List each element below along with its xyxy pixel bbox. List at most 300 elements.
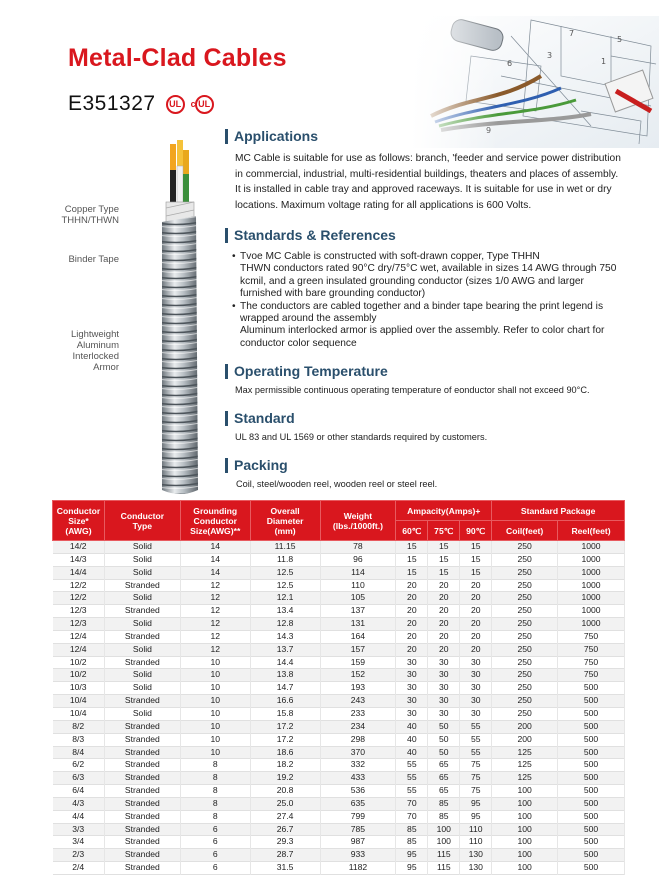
cell-reel: 1000 — [558, 592, 625, 605]
col-header-grounding — [180, 501, 250, 541]
cell-coil: 100 — [492, 862, 558, 875]
cell-coil: 250 — [492, 656, 558, 669]
cell-amp-90c: 55 — [460, 746, 492, 759]
cell-amp-75c: 65 — [428, 785, 460, 798]
label-line: Aluminum — [76, 340, 119, 351]
header-line: Size* — [68, 515, 89, 526]
table-row — [53, 823, 625, 836]
cell-size: 10/2 — [53, 656, 105, 669]
cell-grounding: 10 — [180, 695, 250, 708]
cell-amp-90c: 95 — [460, 797, 492, 810]
cell-amp-90c: 75 — [460, 785, 492, 798]
col-header-size — [53, 501, 105, 541]
cell-weight: 1182 — [320, 862, 396, 875]
cell-grounding: 10 — [180, 746, 250, 759]
cell-amp-90c: 20 — [460, 643, 492, 656]
cell-coil: 250 — [492, 541, 558, 554]
cell-type: Stranded — [104, 695, 180, 708]
heading-bar — [225, 364, 228, 379]
cell-amp-90c: 30 — [460, 695, 492, 708]
page-title: Metal-Clad Cables — [68, 44, 287, 72]
file-number: E351327 — [68, 92, 156, 115]
cell-amp-90c: 130 — [460, 849, 492, 862]
cell-diameter: 25.0 — [250, 797, 320, 810]
table-row — [53, 618, 625, 631]
cell-reel: 1000 — [558, 541, 625, 554]
cell-size: 12/4 — [53, 630, 105, 643]
cell-amp-75c: 30 — [428, 695, 460, 708]
text-line: The conductors are cabled together and a binder tape bearing the print legend is — [240, 300, 604, 312]
cell-size: 10/4 — [53, 707, 105, 720]
cell-amp-75c: 20 — [428, 630, 460, 643]
cell-size: 3/3 — [53, 823, 105, 836]
cell-size: 14/2 — [53, 541, 105, 554]
cell-amp-60c: 70 — [396, 810, 428, 823]
col-header-diameter — [250, 501, 320, 541]
table-row — [53, 746, 625, 759]
cell-type: Solid — [104, 643, 180, 656]
cell-grounding: 10 — [180, 720, 250, 733]
cell-type: Solid — [104, 618, 180, 631]
applications-heading — [225, 128, 318, 144]
cell-reel: 500 — [558, 810, 625, 823]
cell-weight: 987 — [320, 836, 396, 849]
cell-amp-60c: 20 — [396, 630, 428, 643]
packing-text: Coil, steel/wooden reel, wooden reel or steel reel. — [236, 479, 438, 489]
cell-coil: 250 — [492, 579, 558, 592]
cell-weight: 159 — [320, 656, 396, 669]
heading-text: Packing — [234, 457, 288, 473]
cell-diameter: 12.5 — [250, 579, 320, 592]
cell-type: Solid — [104, 682, 180, 695]
cell-coil: 250 — [492, 553, 558, 566]
heading-text: Applications — [234, 128, 319, 144]
cell-grounding: 8 — [180, 772, 250, 785]
cell-type: Stranded — [104, 836, 180, 849]
cell-coil: 250 — [492, 605, 558, 618]
text-line: THWN conductors rated 90°C dry/75°C wet, available in sizes 14 AWG through 750 — [240, 263, 617, 275]
cell-type: Stranded — [104, 862, 180, 875]
cell-diameter: 27.4 — [250, 810, 320, 823]
cell-amp-90c: 30 — [460, 682, 492, 695]
table-row — [53, 592, 625, 605]
cell-reel: 500 — [558, 785, 625, 798]
operating-temperature-text: Max permissible continuous operating temperature of eonductor shall not exceed 90°C. — [235, 385, 590, 395]
cell-size: 14/3 — [53, 553, 105, 566]
cell-size: 12/3 — [53, 618, 105, 631]
cell-reel: 500 — [558, 797, 625, 810]
cell-amp-60c: 30 — [396, 682, 428, 695]
cell-coil: 100 — [492, 810, 558, 823]
cell-amp-60c: 95 — [396, 862, 428, 875]
label-binder-tape — [68, 254, 119, 265]
cell-weight: 799 — [320, 810, 396, 823]
cell-diameter: 12.5 — [250, 566, 320, 579]
cell-amp-75c: 20 — [428, 579, 460, 592]
table-row — [53, 669, 625, 682]
heading-text: Standards & References — [234, 227, 396, 243]
cell-amp-60c: 95 — [396, 849, 428, 862]
cell-amp-60c: 15 — [396, 553, 428, 566]
heading-bar — [225, 411, 228, 426]
cell-type: Solid — [104, 592, 180, 605]
cell-weight: 370 — [320, 746, 396, 759]
cell-size: 2/4 — [53, 862, 105, 875]
cell-coil: 250 — [492, 592, 558, 605]
cell-amp-90c: 110 — [460, 823, 492, 836]
table-row — [53, 695, 625, 708]
cell-diameter: 12.8 — [250, 618, 320, 631]
col-header-90c: 90℃ — [460, 521, 492, 541]
cell-reel: 500 — [558, 772, 625, 785]
cell-type: Stranded — [104, 605, 180, 618]
table-row — [53, 862, 625, 875]
cell-amp-90c: 55 — [460, 720, 492, 733]
cell-weight: 78 — [320, 541, 396, 554]
cell-amp-90c: 20 — [460, 592, 492, 605]
cell-amp-60c: 55 — [396, 772, 428, 785]
cell-weight: 110 — [320, 579, 396, 592]
header-line: Conductor — [56, 505, 101, 516]
cell-amp-90c: 15 — [460, 541, 492, 554]
cell-grounding: 10 — [180, 682, 250, 695]
cell-amp-90c: 55 — [460, 733, 492, 746]
cell-type: Stranded — [104, 733, 180, 746]
table-row — [53, 682, 625, 695]
cell-amp-75c: 20 — [428, 618, 460, 631]
header-line: Grounding — [193, 505, 238, 516]
cell-reel: 500 — [558, 746, 625, 759]
cell-amp-75c: 30 — [428, 656, 460, 669]
table-row — [53, 733, 625, 746]
cell-grounding: 14 — [180, 566, 250, 579]
cell-amp-75c: 115 — [428, 862, 460, 875]
cell-amp-75c: 65 — [428, 772, 460, 785]
cell-diameter: 19.2 — [250, 772, 320, 785]
header-line: Size(AWG)** — [190, 525, 241, 536]
cell-weight: 298 — [320, 733, 396, 746]
cell-weight: 243 — [320, 695, 396, 708]
cell-amp-60c: 55 — [396, 785, 428, 798]
cell-amp-60c: 40 — [396, 733, 428, 746]
heading-bar — [225, 458, 228, 473]
cell-type: Stranded — [104, 656, 180, 669]
cell-weight: 137 — [320, 605, 396, 618]
cell-diameter: 26.7 — [250, 823, 320, 836]
cell-diameter: 17.2 — [250, 720, 320, 733]
cell-diameter: 28.7 — [250, 849, 320, 862]
cell-grounding: 12 — [180, 605, 250, 618]
table-row — [53, 643, 625, 656]
cell-size: 6/4 — [53, 785, 105, 798]
cell-diameter: 29.3 — [250, 836, 320, 849]
cell-amp-75c: 85 — [428, 797, 460, 810]
operating-temperature-heading — [225, 363, 388, 379]
cell-coil: 250 — [492, 618, 558, 631]
cell-coil: 125 — [492, 772, 558, 785]
cell-type: Stranded — [104, 823, 180, 836]
cell-amp-75c: 50 — [428, 746, 460, 759]
cell-amp-60c: 30 — [396, 695, 428, 708]
label-line: THHN/THWN — [61, 215, 119, 226]
cell-coil: 100 — [492, 836, 558, 849]
text-line: wrapped around the assembly — [240, 313, 377, 325]
cell-grounding: 6 — [180, 849, 250, 862]
cell-amp-60c: 85 — [396, 836, 428, 849]
cell-amp-90c: 95 — [460, 810, 492, 823]
text-line: Aluminum interlocked armor is applied over the assembly. Refer to color chart for — [240, 325, 605, 337]
cell-size: 12/2 — [53, 592, 105, 605]
cell-amp-75c: 15 — [428, 541, 460, 554]
cell-coil: 125 — [492, 746, 558, 759]
cell-weight: 131 — [320, 618, 396, 631]
cell-reel: 750 — [558, 630, 625, 643]
cell-type: Solid — [104, 707, 180, 720]
cell-coil: 100 — [492, 785, 558, 798]
cell-grounding: 6 — [180, 823, 250, 836]
cell-grounding: 10 — [180, 707, 250, 720]
cell-diameter: 12.1 — [250, 592, 320, 605]
cell-grounding: 14 — [180, 553, 250, 566]
table-row — [53, 553, 625, 566]
label-armor — [71, 329, 119, 373]
cell-size: 10/4 — [53, 695, 105, 708]
cell-type: Stranded — [104, 785, 180, 798]
cell-amp-60c: 20 — [396, 579, 428, 592]
text-line: conductor color sequence — [240, 337, 357, 349]
cell-amp-90c: 130 — [460, 862, 492, 875]
cell-reel: 1000 — [558, 618, 625, 631]
cell-amp-60c: 30 — [396, 669, 428, 682]
cell-type: Stranded — [104, 630, 180, 643]
col-header-type — [104, 501, 180, 541]
cell-reel: 500 — [558, 695, 625, 708]
cell-reel: 1000 — [558, 579, 625, 592]
cell-diameter: 18.6 — [250, 746, 320, 759]
cell-size: 4/3 — [53, 797, 105, 810]
standards-item-2 — [232, 301, 642, 313]
cell-weight: 635 — [320, 797, 396, 810]
cell-grounding: 6 — [180, 862, 250, 875]
text-line: kcmil, and a green insulated grounding conductor (sizes 1/0 AWG and larger — [240, 275, 584, 287]
heading-text: Standard — [234, 410, 295, 426]
col-header-coil: Coil(feet) — [492, 521, 558, 541]
text-line: in commercial, industrial, multi-residential buildings, theaters and places of assembly. — [235, 168, 619, 180]
header-line: Conductor — [193, 515, 237, 526]
cell-size: 6/3 — [53, 772, 105, 785]
cell-weight: 164 — [320, 630, 396, 643]
cell-grounding: 12 — [180, 618, 250, 631]
cell-size: 10/2 — [53, 669, 105, 682]
spec-table-body — [53, 541, 625, 875]
cell-type: Stranded — [104, 797, 180, 810]
cell-coil: 200 — [492, 720, 558, 733]
cell-amp-90c: 20 — [460, 605, 492, 618]
cell-weight: 152 — [320, 669, 396, 682]
cell-reel: 500 — [558, 862, 625, 875]
cell-amp-75c: 30 — [428, 682, 460, 695]
table-row — [53, 849, 625, 862]
cell-type: Stranded — [104, 579, 180, 592]
standards-item-1 — [232, 251, 642, 263]
cell-grounding: 10 — [180, 733, 250, 746]
cell-amp-90c: 110 — [460, 836, 492, 849]
bullet-icon: • — [232, 300, 236, 312]
cell-coil: 250 — [492, 707, 558, 720]
cell-weight: 114 — [320, 566, 396, 579]
standard-heading — [225, 410, 295, 426]
cell-reel: 750 — [558, 669, 625, 682]
cell-amp-60c: 15 — [396, 566, 428, 579]
cell-amp-75c: 30 — [428, 669, 460, 682]
cell-size: 10/3 — [53, 682, 105, 695]
cell-weight: 193 — [320, 682, 396, 695]
cell-size: 8/2 — [53, 720, 105, 733]
cell-type: Solid — [104, 541, 180, 554]
cable-spec-table — [52, 500, 625, 875]
cell-reel: 500 — [558, 682, 625, 695]
cell-coil: 250 — [492, 566, 558, 579]
cell-reel: 1000 — [558, 566, 625, 579]
col-header-ampacity: Ampacity(Amps)+ — [396, 501, 492, 521]
table-row — [53, 630, 625, 643]
cell-amp-60c: 30 — [396, 656, 428, 669]
cell-type: Solid — [104, 553, 180, 566]
col-header-60c: 60℃ — [396, 521, 428, 541]
table-row — [53, 566, 625, 579]
cell-reel: 1000 — [558, 553, 625, 566]
text-line: furnished with bare grounding conductor) — [240, 288, 426, 300]
cell-grounding: 12 — [180, 630, 250, 643]
canada-c-mark: c — [190, 99, 196, 109]
table-row — [53, 810, 625, 823]
table-row — [53, 579, 625, 592]
cell-amp-90c: 20 — [460, 618, 492, 631]
cell-grounding: 14 — [180, 541, 250, 554]
cell-grounding: 12 — [180, 592, 250, 605]
text-line: It is installed in cable tray and approved raceways. It is suitable for use in wet or dry — [235, 184, 612, 196]
cell-size: 6/2 — [53, 759, 105, 772]
cell-reel: 750 — [558, 656, 625, 669]
cell-size: 8/3 — [53, 733, 105, 746]
label-line: Binder Tape — [68, 254, 119, 265]
cell-grounding: 8 — [180, 810, 250, 823]
cell-diameter: 20.8 — [250, 785, 320, 798]
cell-size: 14/4 — [53, 566, 105, 579]
col-header-package: Standard Package — [492, 501, 625, 521]
cell-coil: 100 — [492, 849, 558, 862]
text-line: Tvoe MC Cable is constructed with soft-drawn copper, Type THHN — [240, 251, 540, 262]
label-line: Interlocked — [72, 351, 119, 362]
cell-weight: 785 — [320, 823, 396, 836]
packing-heading — [225, 457, 288, 473]
cell-type: Stranded — [104, 810, 180, 823]
cell-reel: 500 — [558, 849, 625, 862]
cell-diameter: 11.15 — [250, 541, 320, 554]
cell-diameter: 15.8 — [250, 707, 320, 720]
header-line: Diameter — [266, 515, 304, 526]
cell-weight: 96 — [320, 553, 396, 566]
cell-diameter: 16.6 — [250, 695, 320, 708]
table-row — [53, 785, 625, 798]
table-row — [53, 836, 625, 849]
cell-amp-75c: 50 — [428, 733, 460, 746]
cell-diameter: 14.3 — [250, 630, 320, 643]
cell-diameter: 14.4 — [250, 656, 320, 669]
applications-text — [235, 151, 655, 213]
cell-coil: 250 — [492, 630, 558, 643]
table-row — [53, 656, 625, 669]
cell-grounding: 8 — [180, 797, 250, 810]
cell-diameter: 11.8 — [250, 553, 320, 566]
bullet-icon: • — [232, 251, 236, 262]
col-header-weight — [320, 501, 396, 541]
cell-coil: 250 — [492, 695, 558, 708]
label-line: Armor — [93, 362, 119, 373]
text-line: MC Cable is suitable for use as follows: branch, 'feeder and service power distribution — [235, 153, 621, 164]
cell-diameter: 13.4 — [250, 605, 320, 618]
cell-amp-90c: 15 — [460, 566, 492, 579]
cell-coil: 250 — [492, 682, 558, 695]
cell-amp-90c: 30 — [460, 669, 492, 682]
cell-size: 4/4 — [53, 810, 105, 823]
cell-amp-60c: 20 — [396, 592, 428, 605]
cell-coil: 100 — [492, 823, 558, 836]
certification-row — [68, 92, 214, 116]
cell-diameter: 13.7 — [250, 643, 320, 656]
cell-amp-90c: 75 — [460, 772, 492, 785]
cell-amp-75c: 100 — [428, 836, 460, 849]
cell-type: Stranded — [104, 772, 180, 785]
header-line: (lbs./1000ft.) — [332, 520, 383, 531]
table-row — [53, 759, 625, 772]
col-header-reel: Reel(feet) — [558, 521, 625, 541]
header-line: Overall — [270, 505, 300, 516]
heading-bar — [225, 129, 228, 144]
cell-coil: 125 — [492, 759, 558, 772]
metal-clad-cable-illustration — [148, 138, 204, 498]
header-line: (AWG) — [65, 525, 92, 536]
label-line: Lightweight — [70, 329, 119, 340]
cell-amp-75c: 50 — [428, 720, 460, 733]
cell-amp-60c: 40 — [396, 720, 428, 733]
cell-amp-75c: 20 — [428, 605, 460, 618]
cell-weight: 234 — [320, 720, 396, 733]
header-line: Weight — [343, 510, 373, 521]
cell-diameter: 18.2 — [250, 759, 320, 772]
cell-amp-75c: 85 — [428, 810, 460, 823]
cell-reel: 1000 — [558, 605, 625, 618]
cell-amp-90c: 20 — [460, 630, 492, 643]
cell-grounding: 8 — [180, 759, 250, 772]
cell-reel: 500 — [558, 759, 625, 772]
cell-grounding: 6 — [180, 836, 250, 849]
cell-weight: 157 — [320, 643, 396, 656]
cell-coil: 200 — [492, 733, 558, 746]
blueprint-photo — [411, 16, 659, 148]
cell-weight: 233 — [320, 707, 396, 720]
cell-grounding: 12 — [180, 643, 250, 656]
cell-reel: 500 — [558, 720, 625, 733]
table-row — [53, 707, 625, 720]
table-row — [53, 720, 625, 733]
cell-weight: 332 — [320, 759, 396, 772]
header-line: Conductor — [120, 510, 165, 521]
cell-amp-75c: 100 — [428, 823, 460, 836]
cell-amp-75c: 30 — [428, 707, 460, 720]
cell-amp-90c: 15 — [460, 553, 492, 566]
cell-amp-60c: 20 — [396, 643, 428, 656]
